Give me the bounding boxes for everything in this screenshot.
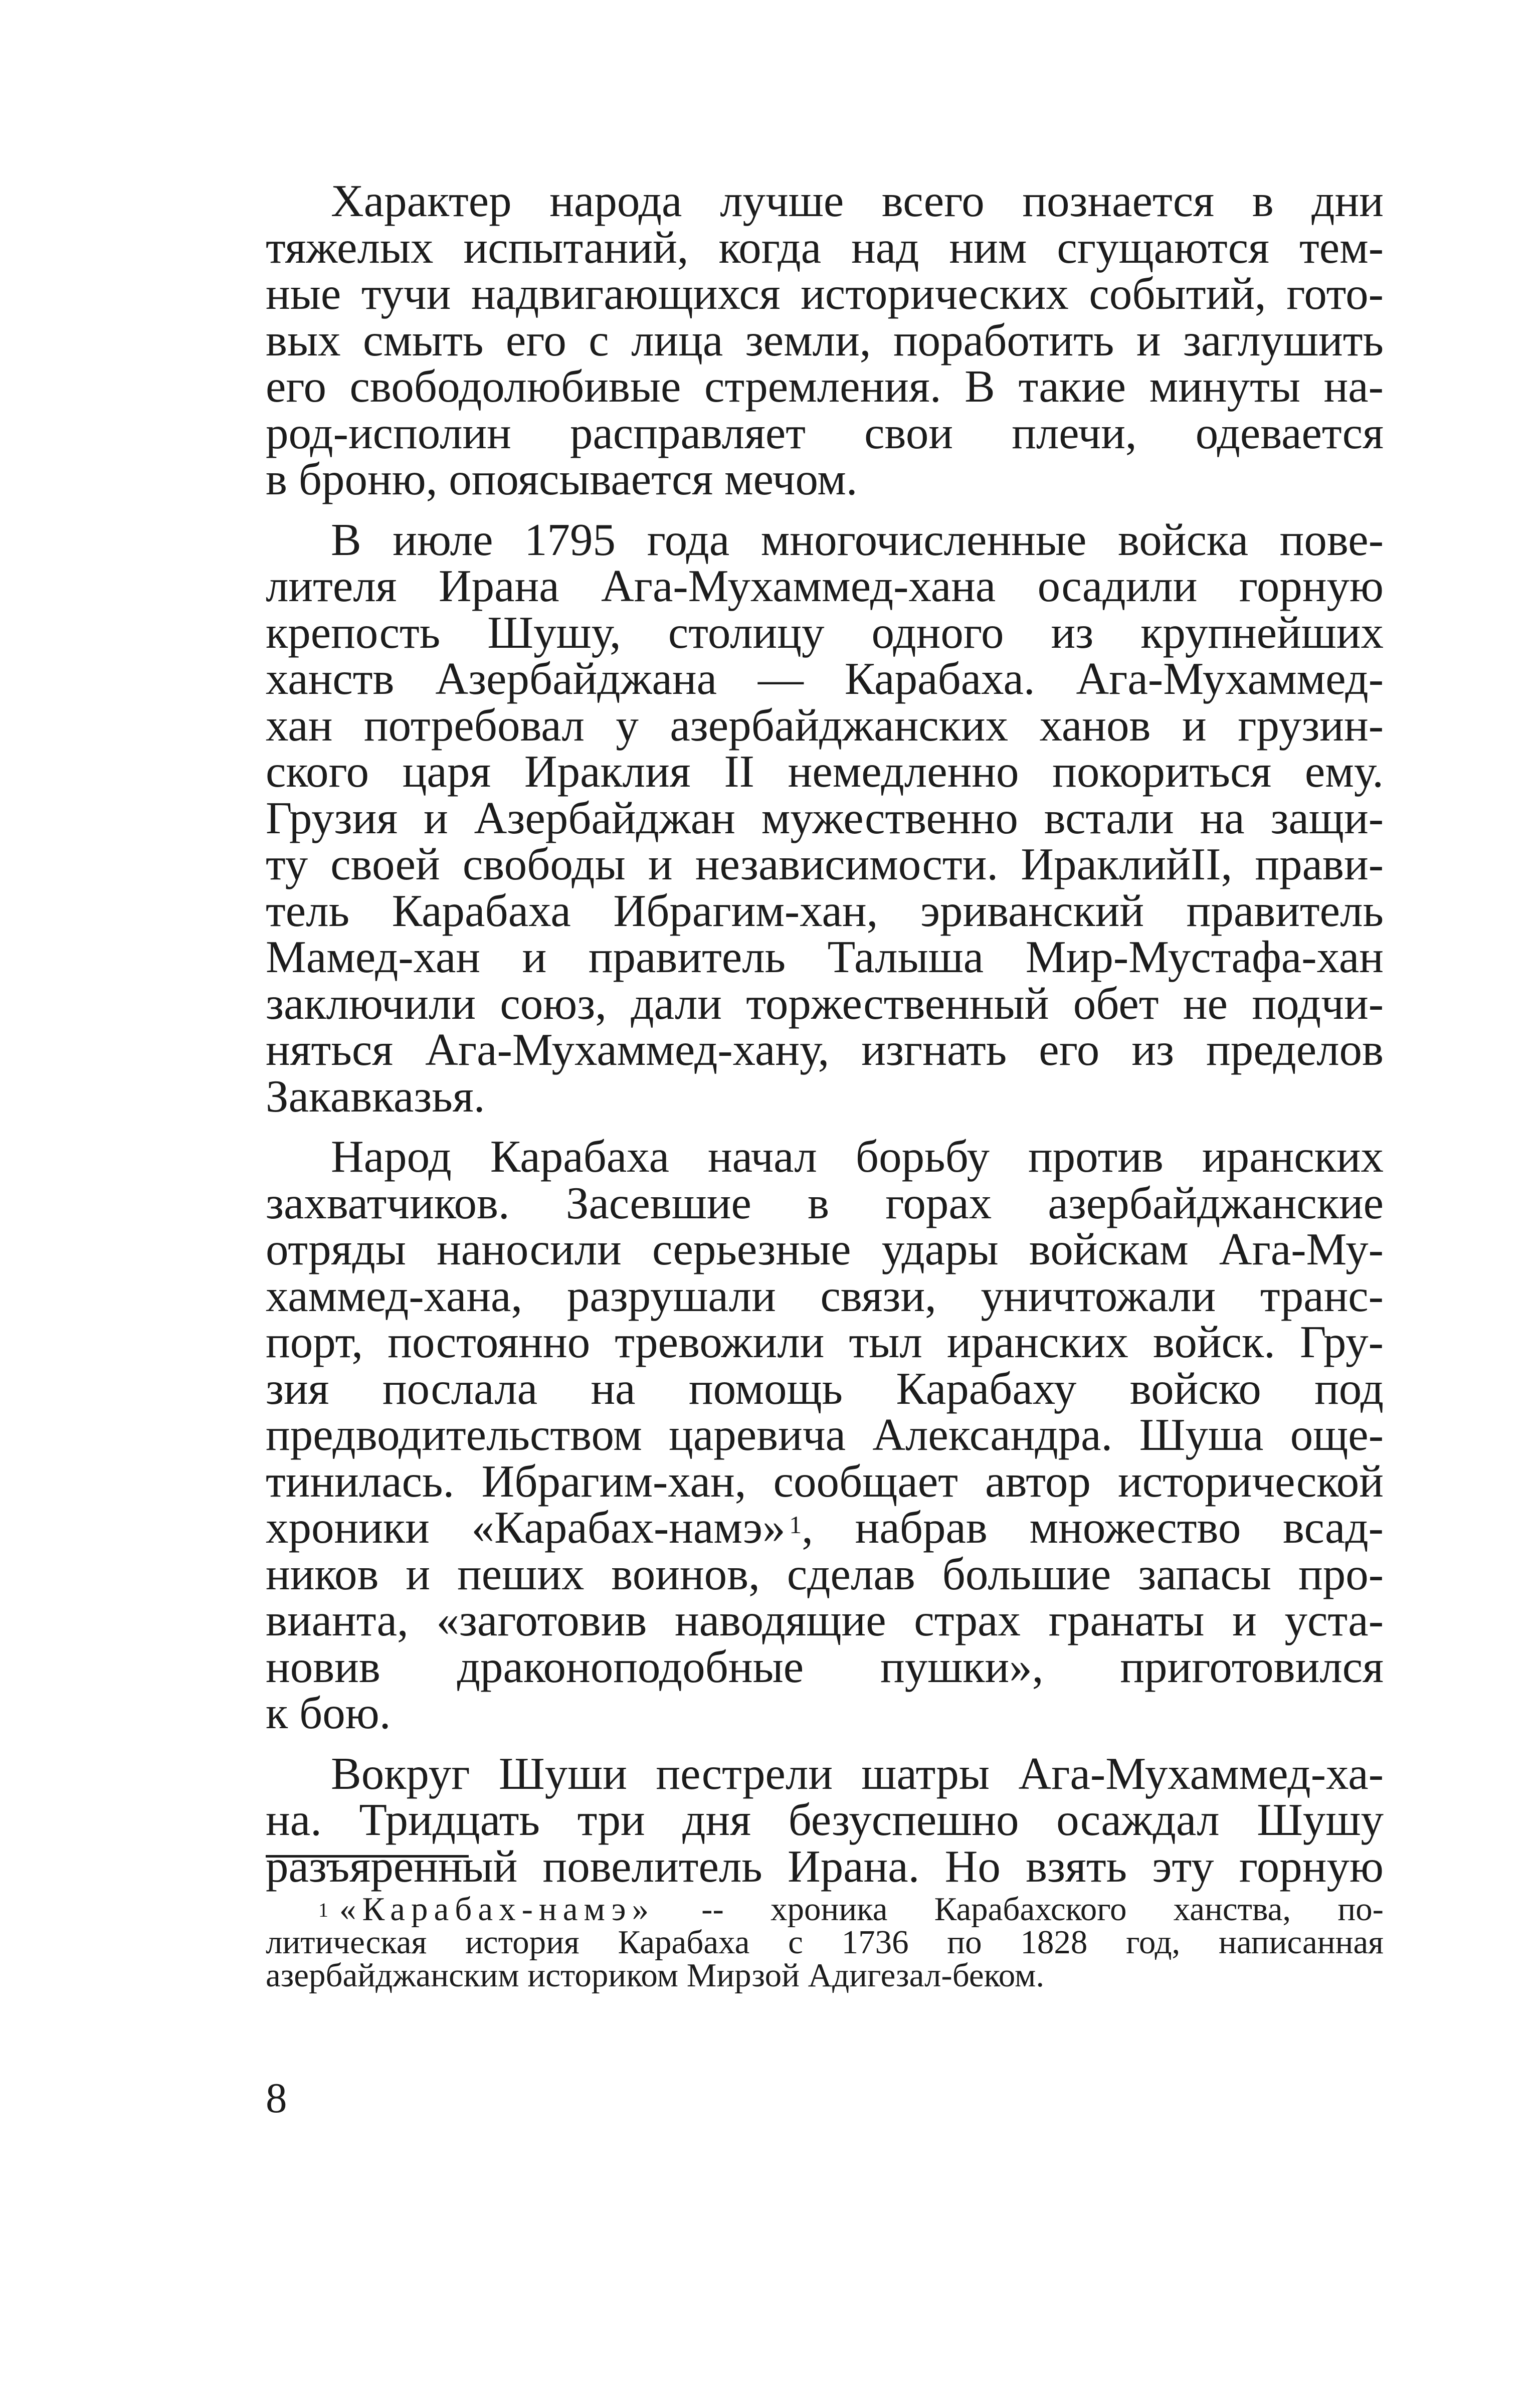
footnote-reference: 1 bbox=[789, 1511, 802, 1539]
text-line: В июле 1795 года многочисленные войска пове- bbox=[331, 514, 1384, 565]
text-line: захватчиков. Засевшие в горах азербайджанские bbox=[266, 1177, 1384, 1228]
text-line: Закавказья. bbox=[266, 1070, 485, 1122]
text-line: заключили союз, дали торжественный обет не подчи- bbox=[266, 978, 1384, 1029]
text-line: род-исполин расправляет свои плечи, одевается bbox=[266, 407, 1384, 458]
page-number: 8 bbox=[266, 2075, 287, 2122]
text-line: ту своей свободы и независимости. ИраклийII, прави- bbox=[266, 839, 1384, 889]
text-line: вых смыть его с лица земли, поработить и заглушить bbox=[266, 314, 1384, 365]
text-line: Грузия и Азербайджан мужественно встали на защи- bbox=[266, 792, 1384, 843]
footnote-divider bbox=[266, 1855, 469, 1858]
text-line: ные тучи надвигающихся исторических событий, гото- bbox=[266, 268, 1384, 319]
text-line: порт, постоянно тревожили тыл иранских войск. Гру- bbox=[266, 1317, 1384, 1367]
text-line: ханств Азербайджана — Карабаха. Ага-Мухаммед- bbox=[266, 653, 1384, 704]
text-line: вианта, «заготовив наводящие страх гранаты и уста- bbox=[266, 1595, 1384, 1645]
text-line: крепость Шушу, столицу одного из крупнейших bbox=[266, 607, 1384, 658]
text-fragment: хроники «Карабах-намэ» bbox=[266, 1502, 786, 1553]
text-line: на. Тридцать три дня безуспешно осаждал Шушу bbox=[266, 1794, 1384, 1845]
text-line: предводительством царевича Александра. Шуша още- bbox=[266, 1409, 1384, 1460]
text-line: тяжелых испытаний, когда над ним сгущаются тем- bbox=[266, 222, 1384, 273]
paragraph-2 bbox=[266, 514, 1384, 1122]
paragraph-3 bbox=[266, 1131, 1384, 1738]
text-line: тель Карабаха Ибрагим-хан, эриванский правитель bbox=[266, 885, 1384, 936]
text-line-with-footnote-ref bbox=[266, 1502, 1384, 1553]
text-line: ского царя Ираклия II немедленно покориться ему. bbox=[266, 746, 1384, 797]
text-line: няться Ага-Мухаммед-хану, изгнать его из пределов bbox=[266, 1024, 1384, 1075]
text-line: Вокруг Шуши пестрели шатры Ага-Мухаммед-ха- bbox=[331, 1748, 1384, 1799]
text-line: тинилась. Ибрагим-хан, сообщает автор исторической bbox=[266, 1455, 1384, 1507]
footnote-title: «Карабах-намэ» bbox=[339, 1891, 655, 1928]
text-line: зия послала на помощь Карабаху войско под bbox=[266, 1363, 1384, 1414]
text-line: ников и пеших воинов, сделав большие запасы про- bbox=[266, 1548, 1384, 1599]
text-line: его свободолюбивые стремления. В такие минуты на- bbox=[266, 361, 1384, 412]
text-line: Мамед-хан и правитель Талыша Мир-Мустафа-хан bbox=[266, 932, 1384, 982]
footnote-line: литическая история Карабаха с 1736 по 1828 год, написанная bbox=[266, 1924, 1384, 1961]
text-line: новив драконоподобные пушки», приготовился bbox=[266, 1641, 1384, 1692]
footnote-line: азербайджанским историком Мирзой Адигезал-беком. bbox=[266, 1957, 1045, 1994]
text-line: отряды наносили серьезные удары войскам Ага-Му- bbox=[266, 1224, 1384, 1274]
text-line: в броню, опоясывается мечом. bbox=[266, 454, 858, 504]
footnote bbox=[266, 1893, 1384, 1992]
text-line: хаммед-хана, разрушали связи, уничтожали транс- bbox=[266, 1270, 1384, 1321]
text-line: Характер народа лучше всего познается в дни bbox=[331, 175, 1384, 226]
text-fragment: -- хроника Карабахского ханства, по- bbox=[655, 1891, 1384, 1928]
paragraph-4 bbox=[266, 1748, 1384, 1892]
footnote-line bbox=[266, 1893, 1384, 1926]
text-line: хан потребовал у азербайджанских ханов и грузин- bbox=[266, 699, 1384, 751]
footnote-mark: 1 bbox=[318, 1899, 328, 1921]
text-line: разъяренный повелитель Ирана. Но взять эту горную bbox=[266, 1840, 1384, 1892]
text-line: лителя Ирана Ага-Мухаммед-хана осадили горную bbox=[266, 561, 1384, 611]
main-text bbox=[266, 175, 1384, 1892]
text-line: к бою. bbox=[266, 1688, 391, 1738]
paragraph-1 bbox=[266, 175, 1384, 504]
text-fragment: , набрав множество всад- bbox=[802, 1502, 1384, 1553]
text-line: Народ Карабаха начал борьбу против иранских bbox=[331, 1131, 1384, 1182]
